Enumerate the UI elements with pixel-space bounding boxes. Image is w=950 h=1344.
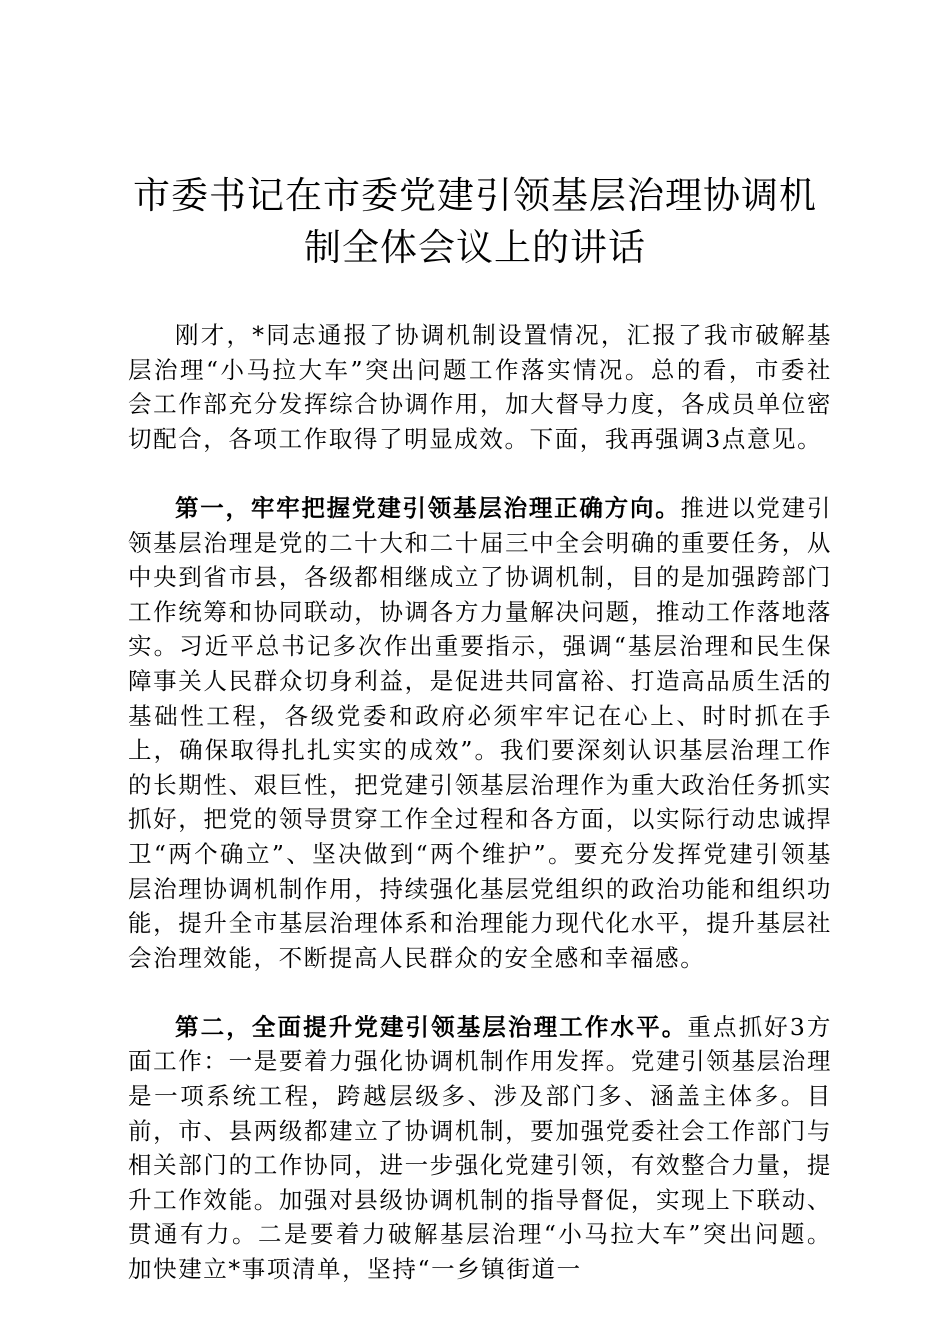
paragraph-text: 重点抓好3方面工作：一是要着力强化协调机制作用发挥。党建引领基层治理是一项系统工程，跨越层级多、涉及部门多、涵盖主体多。目前，市、县两级都建立了协调机制，要加强党委社会工作部门与相关部门的工作协同，进一步强化党建引领，有效整合力量，提升工作效能。加强对县级协调机制的指导督促，实现上下联动、贯通有力。二是要着力破解基层治理“小马拉大车”突出问题。加快建立*事项清单，坚持“一乡镇街道一: [128, 1012, 832, 1284]
document-title: 市委书记在市委党建引领基层治理协调机制全体会议上的讲话: [133, 174, 817, 269]
paragraph-opening: [128, 318, 832, 456]
paragraph-text: 推进以党建引领基层治理是党的二十大和二十届三中全会明确的重要任务，从中央到省市县，各级都相继成立了协调机制，目的是加强跨部门工作统筹和协同联动，协调各方力量解决问题，推动工作落地落实。习近平总书记多次作出重要指示，强调“基层治理和民生保障事关人民群众切身利益，是促进共同富裕、打造高品质生活的基础性工程，各级党委和政府必须牢牢记在心上、时时抓在手上，确保取得扎扎实实的成效”。我们要深刻认识基层治理工作的长期性、艰巨性，把党建引领基层治理作为重大政治任务抓实抓好，把党的领导贯穿工作全过程和各方面，以实际行动忠诚捍卫“两个确立”、坚决做到“两个维护”。要充分发挥党建引领基层治理协调机制作用，持续强化基层党组织的政治功能和组织功能，提升全市基层治理体系和治理能力现代化水平，提升基层社会治理效能，不断提高人民群众的安全感和幸福感。: [128, 493, 832, 972]
paragraph-point-two: [128, 1010, 832, 1287]
paragraph-heading: 第一，牢牢把握党建引领基层治理正确方向。: [175, 493, 681, 522]
paragraph-text: 刚才，*同志通报了协调机制设置情况，汇报了我市破解基层治理“小马拉大车”突出问题工作落实情况。总的看，市委社会工作部充分发挥综合协调作用，加大督导力度，各成员单位密切配合，各项工作取得了明显成效。下面，我再强调3点意见。: [128, 321, 832, 453]
paragraph-point-one: [128, 491, 832, 975]
paragraph-heading: 第二，全面提升党建引领基层治理工作水平。: [175, 1012, 688, 1041]
document-body: [128, 318, 832, 1287]
